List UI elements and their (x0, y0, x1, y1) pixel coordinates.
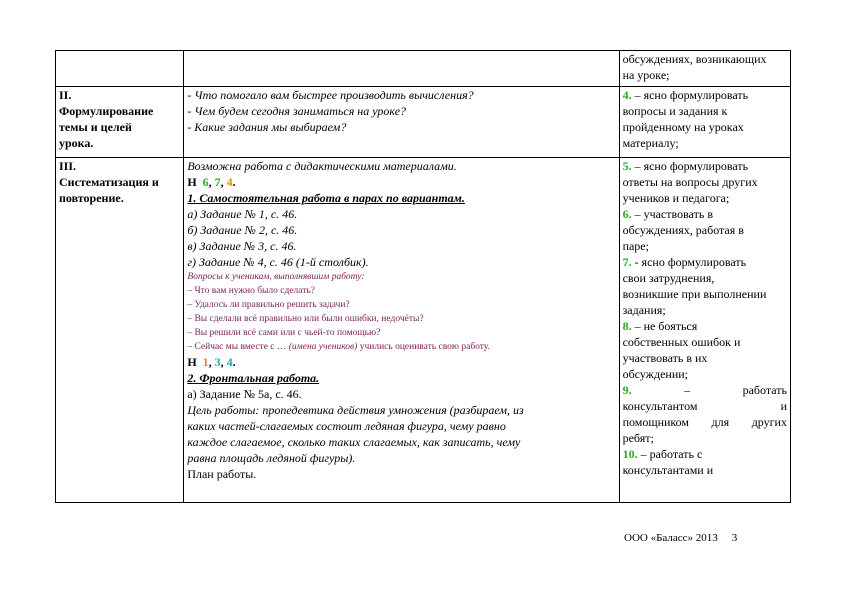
stage-cell (56, 158, 184, 503)
result-text: материалу; (622, 136, 679, 150)
stage-number: III. (59, 159, 77, 173)
goal-text: каких частей-слагаемых состоит ледяная фигура, чему равно (187, 419, 506, 433)
result-text: – работать с (637, 447, 703, 461)
task-item: б) Задание № 2, с. 46. (187, 223, 298, 237)
level-num: 1 (202, 355, 209, 369)
result-number: 10. (622, 447, 638, 461)
question-line: - Что помогало вам быстрее производить вычисления? (187, 88, 474, 102)
result-line: обсуждениях, возникающих (622, 52, 767, 66)
question-item: – Удалось ли правильно решить задачи? (187, 300, 350, 310)
level-num: 3 (214, 355, 221, 369)
result-text: свои затруднения, (622, 271, 715, 285)
result-text: ребят; (622, 431, 654, 445)
result-cell (619, 87, 790, 158)
level-num: 4 (226, 175, 233, 189)
content-cell (184, 158, 619, 503)
level-num: 7 (214, 175, 221, 189)
content-cell (184, 87, 619, 158)
task-item: а) Задание № 5а, с. 46. (187, 387, 302, 401)
task-item: а) Задание № 1, с. 46. (187, 207, 298, 221)
page-footer (624, 532, 737, 544)
result-text: участвовать в их (622, 351, 708, 365)
stage-cell (56, 87, 184, 158)
stage-title: повторение. (59, 191, 124, 205)
result-text: - ясно формулировать (631, 255, 747, 269)
result-line: на уроке; (622, 68, 670, 82)
plan-text: План работы. (187, 467, 257, 481)
result-cell (619, 158, 790, 503)
level-num: 6 (202, 175, 209, 189)
question-line: - Чем будем сегодня заниматься на уроке? (187, 104, 407, 118)
level-letter: Н (187, 175, 197, 189)
result-text: собственных ошибок и (622, 335, 741, 349)
result-text: – участвовать в (631, 207, 713, 221)
question-item: – Сейчас мы вместе с … (имена учеников) учились оценивать свою работу. (187, 342, 490, 352)
result-text: консультантом и (622, 399, 787, 413)
result-text: пройденному на уроках (622, 120, 744, 134)
result-text: ответы на вопросы других (622, 175, 758, 189)
footer-publisher: ООО «Баласс» 2013 (624, 532, 718, 544)
task-title: 2. Фронтальная работа. (187, 371, 320, 385)
lesson-table (55, 50, 791, 503)
result-text: помощником для других (622, 415, 787, 429)
intro-text: Возможна работа с дидактическими материалами. (187, 159, 457, 173)
stage-cell (56, 51, 184, 87)
stage-title: Систематизация и (59, 175, 159, 189)
result-text: – не бояться (631, 319, 698, 333)
result-text: консультантами и (622, 463, 714, 477)
result-text: – ясно формулировать (631, 159, 749, 173)
result-text: возникшие при выполнении (622, 287, 767, 301)
question-item: – Вы решили всё сами или с чьей-то помощью? (187, 328, 381, 338)
task-item: в) Задание № 3, с. 46. (187, 239, 297, 253)
result-number: 5. (622, 159, 632, 173)
result-number: 7. (622, 255, 632, 269)
result-text: задания; (622, 303, 666, 317)
page-number: 3 (731, 532, 738, 544)
level-marker: Н 1, 3, 4. (187, 355, 236, 369)
question-item: – Что вам нужно было сделать? (187, 286, 315, 296)
stage-title: Формулирование (59, 104, 154, 118)
goal-text: равна площадь ледяной фигуры). (187, 451, 356, 465)
stage-title: темы и целей (59, 120, 132, 134)
table-row (56, 87, 791, 158)
questions-header: Вопросы к ученикам, выполнявшим работу: (187, 272, 365, 282)
content-cell (184, 51, 619, 87)
question-line: - Какие задания мы выбираем? (187, 120, 347, 134)
result-number: 8. (622, 319, 632, 333)
result-text: – ясно формулировать (631, 88, 749, 102)
goal-text: Цель работы: пропедевтика действия умножения (разбираем, из (187, 403, 524, 417)
result-text: вопросы и задания к (622, 104, 728, 118)
stage-title: урока. (59, 136, 94, 150)
result-text: паре; (622, 239, 649, 253)
stage-number: II. (59, 88, 72, 102)
goal-text: каждое слагаемое, сколько таких слагаемых, как записать, чему (187, 435, 521, 449)
level-num: 4 (226, 355, 233, 369)
level-marker: Н 6, 7, 4. (187, 175, 236, 189)
result-cell (619, 51, 790, 87)
result-text: 9. – работать (622, 383, 787, 397)
table-row (56, 158, 791, 503)
task-item: г) Задание № 4, с. 46 (1-й столбик). (187, 255, 369, 269)
result-text: обсуждении; (622, 367, 688, 381)
table-row (56, 51, 791, 87)
task-title: 1. Самостоятельная работа в парах по вариантам. (187, 191, 465, 205)
result-number: 4. (622, 88, 632, 102)
result-number: 6. (622, 207, 632, 221)
level-letter: Н (187, 355, 197, 369)
result-text: обсуждениях, работая в (622, 223, 744, 237)
question-item: – Вы сделали всё правильно или были ошибки, недочёты? (187, 314, 424, 324)
result-text: учеников и педагога; (622, 191, 730, 205)
